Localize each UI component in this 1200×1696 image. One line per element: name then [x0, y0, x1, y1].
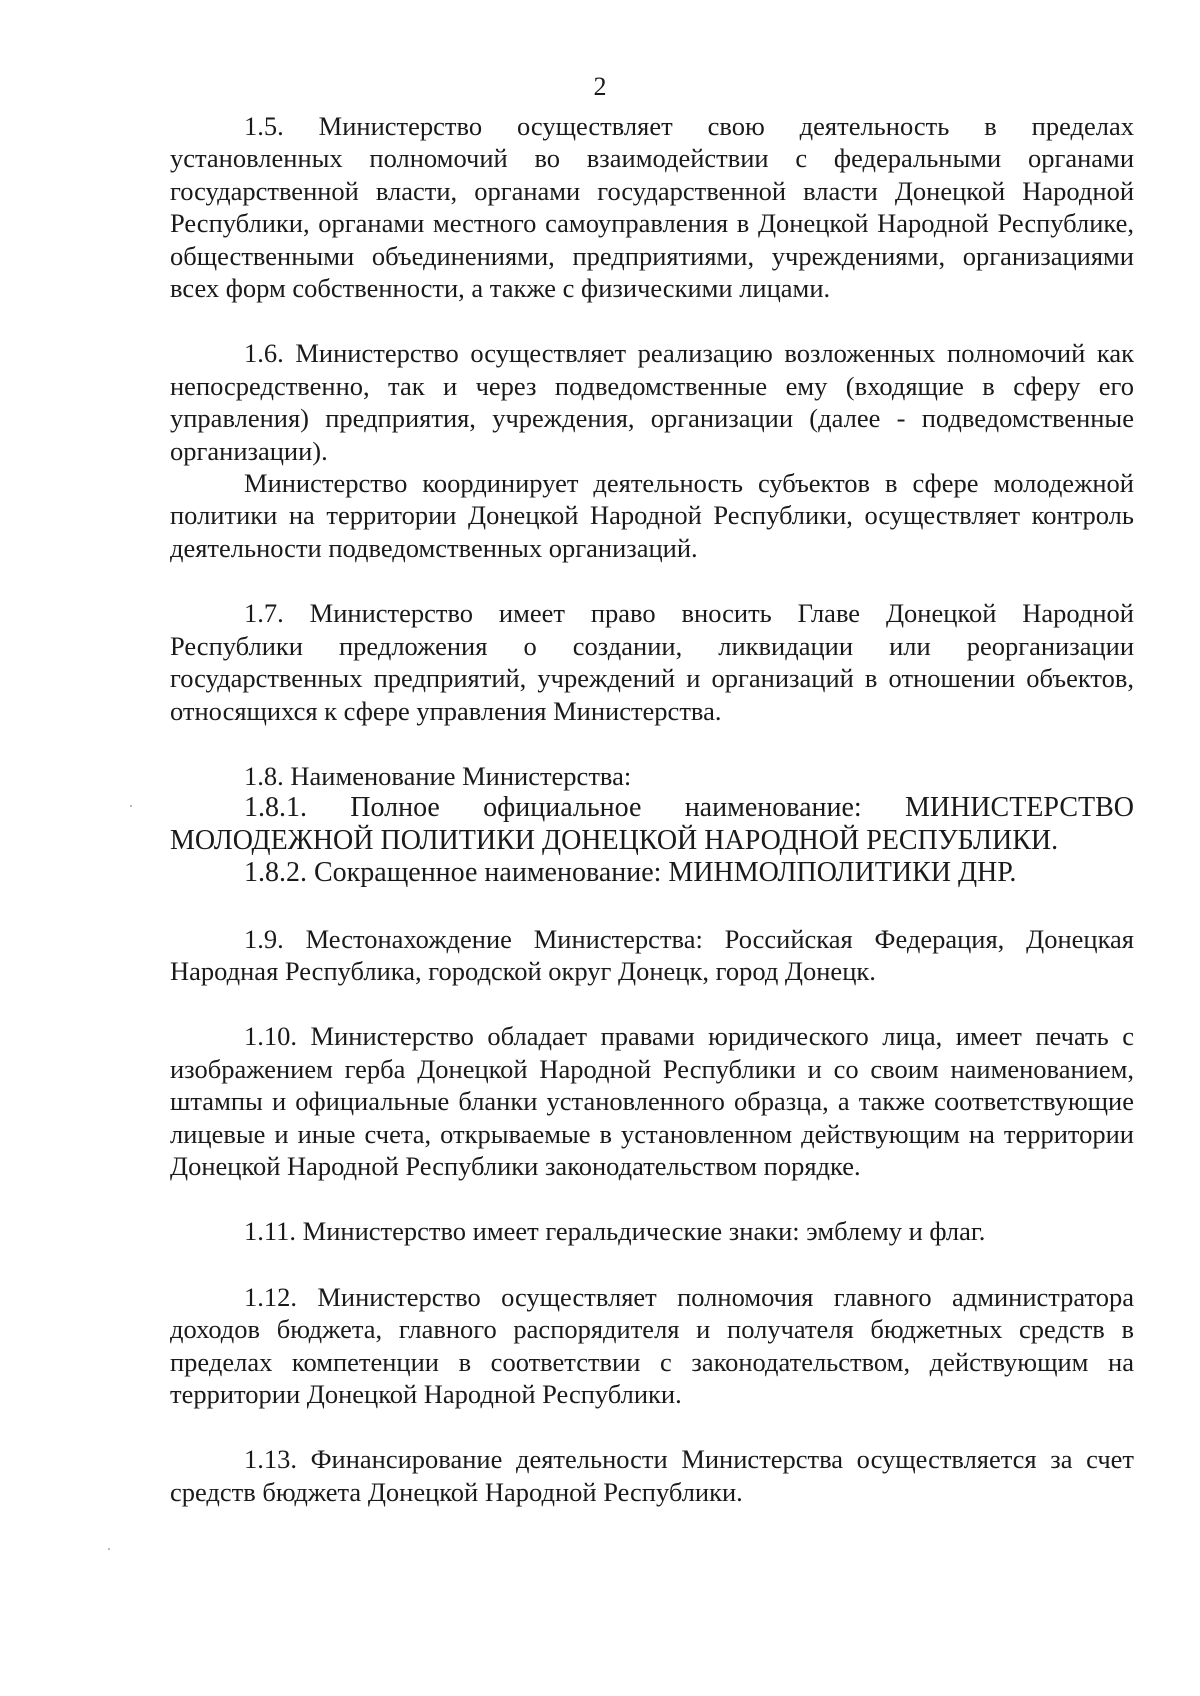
scan-speck [108, 1548, 110, 1550]
paragraph-1-11: 1.11. Министерство имеет геральдические знаки: эмблему и флаг. [244, 1216, 986, 1247]
scan-speck [130, 805, 132, 807]
paragraph-1-5: 1.5. Министерство осуществляет свою деятельность в пределах установленных полномочий во взаимодействии с федеральными органами государственной власти, органами государственной власти Донецкой Народной Республики, органами местного самоуправления в Донецкой Народной Республике, общественными объединениями, предприятиями, учреждениями, организациями всех форм собственности, а также с физическими лицами. [170, 111, 1134, 304]
paragraph-1-7: 1.7. Министерство имеет право вносить Главе Донецкой Народной Республики предложения о создании, ликвидации или реорганизации государственных предприятий, учреждений и организаций в отношении объектов, относящихся к сфере управления Министерства. [170, 598, 1134, 726]
document-body [170, 110, 1134, 1508]
paragraph-1-13: 1.13. Финансирование деятельности Министерства осуществляется за счет средств бюджета Донецкой Народной Республики. [170, 1444, 1134, 1507]
paragraph-1-8-1-full-name: 1.8.1. Полное официальное наименование: МИНИСТЕРСТВО МОЛОДЕЖНОЙ ПОЛИТИКИ ДОНЕЦКОЙ НАРОДНОЙ РЕСПУБЛИКИ. [170, 792, 1134, 856]
paragraph-1-10: 1.10. Министерство обладает правами юридического лица, имеет печать с изображением герба Донецкой Народной Республики и со своим наименованием, штампы и официальные бланки установленного образца, а также соответствующие лицевые и иные счета, открываемые в установленном действующим на территории Донецкой Народной Республики законодательством порядке. [170, 1021, 1134, 1181]
paragraph-1-9: 1.9. Местонахождение Министерства: Российская Федерация, Донецкая Народная Республика, городской округ Донецк, город Донецк. [170, 923, 1134, 986]
paragraph-1-8: 1.8. Наименование Министерства: [244, 760, 632, 791]
paragraph-1-12: 1.12. Министерство осуществляет полномочия главного администратора доходов бюджета, главного распорядителя и получателя бюджетных средств в пределах компетенции в соответствии с законодательством, действующим на территории Донецкой Народной Республики. [170, 1281, 1134, 1409]
page-number: 2 [593, 72, 607, 101]
paragraph-1-6-coordination: Министерство координирует деятельность субъектов в сфере молодежной политики на территории Донецкой Народной Республики, осуществляет контроль деятельности подведомственных организаций. [170, 468, 1134, 563]
paragraph-1-8-2-short-name: 1.8.2. Сокращенное наименование: МИНМОЛПОЛИТИКИ ДНР. [244, 857, 1017, 889]
paragraph-1-6: 1.6. Министерство осуществляет реализацию возложенных полномочий как непосредственно, так и через подведомственные ему (входящие в сферу его управления) предприятия, учреждения, организации (далее - подведомственные организации). [170, 338, 1134, 466]
